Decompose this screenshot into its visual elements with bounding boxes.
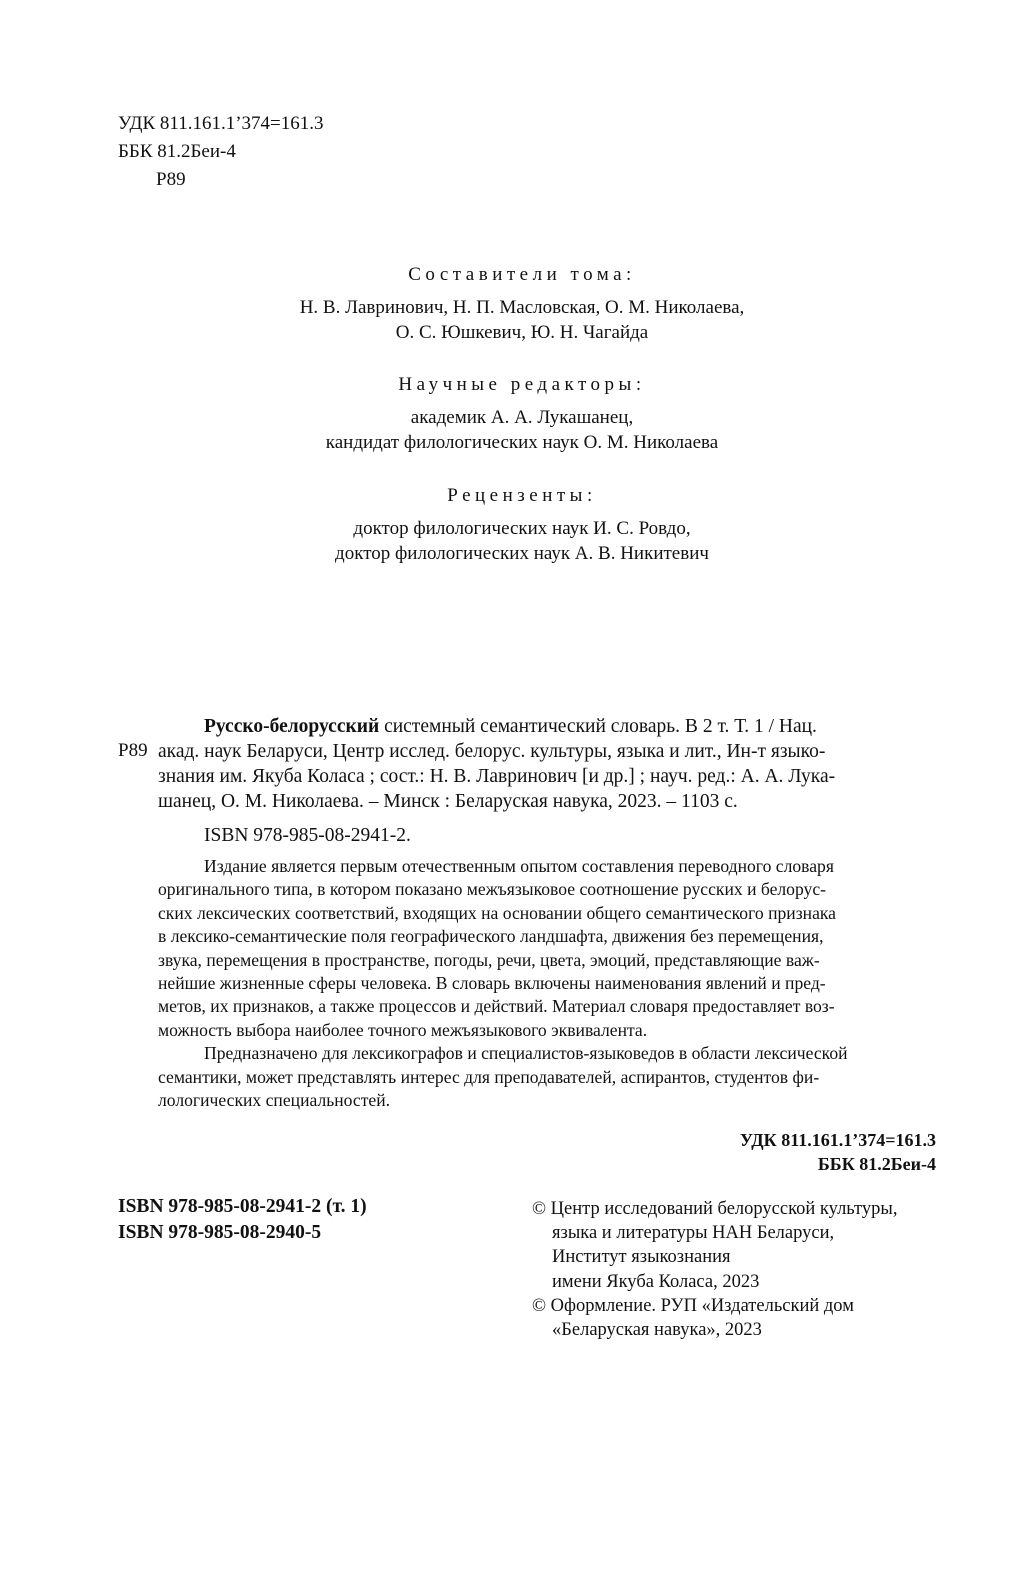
copyright-block (532, 1197, 897, 1342)
udk-code: УДК 811.161.1’374=161.3 (118, 113, 324, 134)
annotation-line: можность выбора наиболее точного межъязыкового эквивалента. (158, 1019, 648, 1040)
reviewers-line-1: доктор филологических наук И. С. Ровдо, (353, 518, 691, 539)
annotation-line: нейшие жизненные сферы человека. В словарь включены наименования явлений и пред- (158, 973, 826, 994)
annotation-line: оригинального типа, в котором показано межъязыковое соотношение русских и белорус- (158, 879, 827, 900)
bottom-udk: УДК 811.161.1’374=161.3 (739, 1130, 936, 1150)
bibliography-title-bold: Русско-белорусский (204, 716, 380, 737)
annotation-paragraph-1 (158, 855, 934, 1042)
annotation-line: Предназначено для лексикографов и специалистов-языковедов в области лексической (204, 1043, 848, 1064)
copyright-line-4: имени Якуба Коласа, 2023 (552, 1271, 760, 1292)
reviewers-line-2: доктор филологических наук А. В. Никитевич (335, 543, 709, 564)
isbn-set: ISBN 978-985-08-2940-5 (118, 1222, 322, 1243)
copyright-line-6: «Беларуская навука», 2023 (552, 1320, 762, 1341)
bibliography-mark: Р89 (118, 740, 148, 761)
bibliography-line-3: знания им. Якуба Коласа ; сост.: Н. В. Лавринович [и др.] ; науч. ред.: А. А. Лука- (158, 766, 836, 787)
annotation (158, 855, 934, 1112)
bibliography-line-2: акад. наук Беларуси, Центр исслед. белорус. культуры, языка и лит., Ин-т языко- (158, 741, 826, 762)
compilers-line-1: Н. В. Лавринович, Н. П. Масловская, О. М. Николаева, (299, 297, 745, 318)
copyright-line-3: Институт языкознания (552, 1247, 731, 1268)
bbk-code: ББК 81.2Беи-4 (118, 141, 236, 162)
annotation-line: лологических специальностей. (158, 1090, 391, 1111)
copyright-line-1: © Центр исследований белорусской культуры, (532, 1199, 898, 1219)
annotation-line: Издание является первым отечественным опытом составления переводного словаря (204, 856, 834, 876)
bottom-bbk: ББК 81.2Беи-4 (817, 1154, 936, 1174)
copyright-line-5: © Оформление. РУП «Издательский дом (532, 1295, 854, 1316)
isbn-block (118, 1194, 367, 1246)
compilers-line-2: О. С. Юшкевич, Ю. Н. Чагайда (395, 322, 649, 343)
bibliography-title-rest: системный семантический словарь. В 2 т. Т. 1 / Нац. (379, 716, 817, 737)
annotation-line: метов, их признаков, а также процессов и действий. Материал словаря предоставляет воз- (158, 996, 835, 1017)
compilers-block (0, 263, 1022, 345)
annotation-line: звука, перемещения в пространстве, погоды, речи, цвета, эмоций, представляющие важ- (158, 949, 820, 970)
author-mark: Р89 (156, 169, 186, 190)
reviewers-heading: Рецензенты: (447, 485, 597, 506)
bibliography-continuation (158, 739, 942, 814)
annotation-line: ских лексических соответствий, входящих на основании общего семантического признака (158, 902, 836, 923)
annotation-line: семантики, может представлять интерес для преподавателей, аспирантов, студентов фи- (158, 1066, 820, 1087)
editors-line-2: кандидат филологических наук О. М. Николаева (325, 432, 719, 453)
isbn-volume: ISBN 978-985-08-2941-2 (т. 1) (118, 1196, 367, 1217)
bibliography-entry (204, 714, 942, 739)
annotation-line: в лексико-семантические поля географического ландшафта, движения без перемещения, (158, 926, 824, 947)
editors-block (0, 373, 1022, 455)
editors-line-1: академик А. А. Лукашанец, (410, 407, 634, 428)
annotation-paragraph-2 (158, 1042, 934, 1112)
bibliography-title-line (204, 714, 942, 739)
copyright-line-2: языка и литературы НАН Беларуси, (552, 1223, 835, 1244)
compilers-heading: Составители тома: (408, 264, 636, 285)
bibliography-line-4: шанец, О. М. Николаева. – Минск : Беларуская навука, 2023. – 1103 с. (158, 791, 738, 812)
editors-heading: Научные редакторы: (398, 374, 646, 395)
reviewers-block (0, 484, 1022, 566)
bibliography-isbn: ISBN 978-985-08-2941-2. (204, 825, 411, 846)
